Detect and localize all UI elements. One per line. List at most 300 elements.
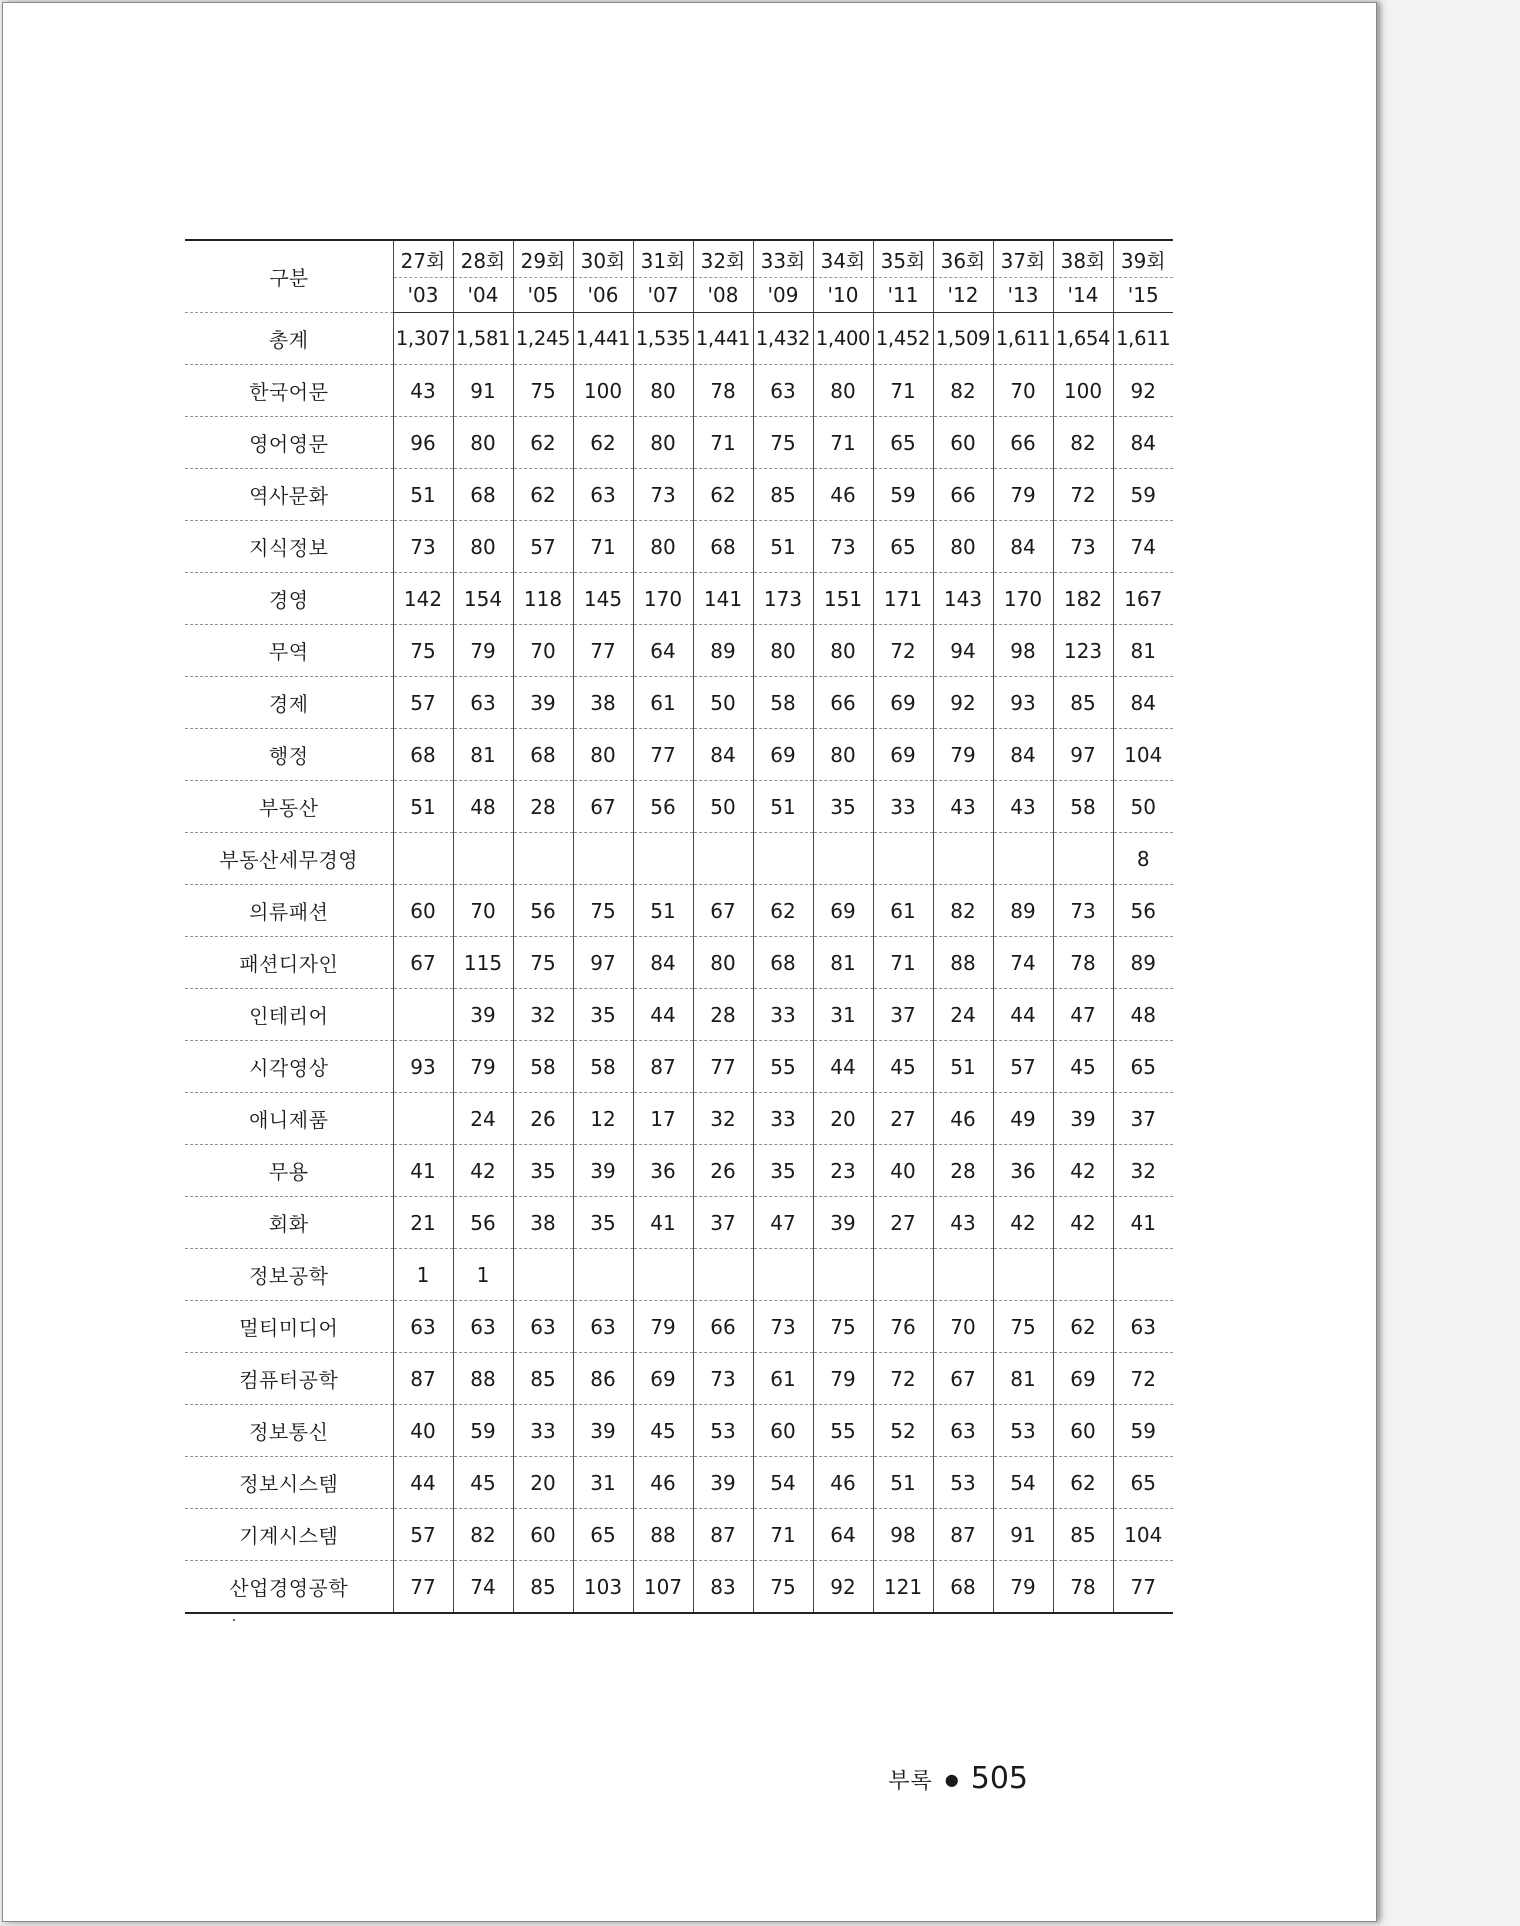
table-row [185, 1093, 1173, 1145]
table-cell: 92 [933, 677, 993, 729]
table-cell: 115 [453, 937, 513, 989]
table-cell [1113, 1249, 1173, 1301]
row-label: 인테리어 [185, 989, 393, 1041]
table-cell: 51 [633, 885, 693, 937]
table-cell: 69 [873, 677, 933, 729]
table-cell: 39 [573, 1145, 633, 1197]
table-cell: 87 [933, 1509, 993, 1561]
table-cell: 39 [693, 1457, 753, 1509]
table-cell: 65 [873, 417, 933, 469]
table-cell [753, 833, 813, 885]
table-cell: 74 [1113, 521, 1173, 573]
table-cell: 170 [993, 573, 1053, 625]
statistics-table [185, 239, 1173, 1614]
session-header: 36회 [933, 240, 993, 278]
table-cell: 80 [453, 417, 513, 469]
session-header: 30회 [573, 240, 633, 278]
table-cell: 35 [513, 1145, 573, 1197]
table-cell: 44 [393, 1457, 453, 1509]
row-label: 경제 [185, 677, 393, 729]
table-cell: 1,441 [693, 313, 753, 365]
table-cell: 59 [1113, 469, 1173, 521]
table-cell: 35 [753, 1145, 813, 1197]
table-cell: 56 [633, 781, 693, 833]
table-cell [933, 1249, 993, 1301]
table-cell: 51 [393, 781, 453, 833]
table-cell: 62 [513, 469, 573, 521]
session-header: 31회 [633, 240, 693, 278]
row-label: 행정 [185, 729, 393, 781]
table-cell [393, 989, 453, 1041]
table-cell: 45 [633, 1405, 693, 1457]
table-cell [873, 833, 933, 885]
table-cell: 12 [573, 1093, 633, 1145]
table-cell: 82 [453, 1509, 513, 1561]
row-label: 영어영문 [185, 417, 393, 469]
row-label: 시각영상 [185, 1041, 393, 1093]
table-cell: 60 [513, 1509, 573, 1561]
table-cell: 85 [1053, 677, 1113, 729]
table-cell: 84 [993, 729, 1053, 781]
table-cell [1053, 1249, 1113, 1301]
table-cell [813, 833, 873, 885]
table-cell: 63 [393, 1301, 453, 1353]
table-cell: 63 [933, 1405, 993, 1457]
table-cell: 50 [693, 781, 753, 833]
table-cell: 83 [693, 1561, 753, 1614]
table-cell: 43 [933, 781, 993, 833]
table-cell: 80 [633, 417, 693, 469]
table-cell: 50 [1113, 781, 1173, 833]
table-cell: 42 [993, 1197, 1053, 1249]
table-cell: 97 [573, 937, 633, 989]
table-cell: 79 [453, 625, 513, 677]
table-cell: 20 [513, 1457, 573, 1509]
table-cell: 98 [993, 625, 1053, 677]
table-cell: 8 [1113, 833, 1173, 885]
year-header: '14 [1053, 278, 1113, 313]
table-cell: 81 [453, 729, 513, 781]
row-label: 부동산세무경영 [185, 833, 393, 885]
table-cell: 74 [453, 1561, 513, 1614]
table-cell: 80 [633, 365, 693, 417]
table-cell: 84 [693, 729, 753, 781]
year-header: '06 [573, 278, 633, 313]
table-cell: 27 [873, 1093, 933, 1145]
table-cell: 1,509 [933, 313, 993, 365]
table-cell: 63 [573, 469, 633, 521]
table-row [185, 1197, 1173, 1249]
row-label: 컴퓨터공학 [185, 1353, 393, 1405]
table-cell: 40 [393, 1405, 453, 1457]
table-cell: 78 [1053, 937, 1113, 989]
page-footer [888, 1761, 1028, 1801]
table-cell: 63 [513, 1301, 573, 1353]
year-header: '07 [633, 278, 693, 313]
table-cell: 62 [693, 469, 753, 521]
footer-bullet-icon: ● [944, 1770, 959, 1789]
table-cell [993, 1249, 1053, 1301]
table-cell: 75 [573, 885, 633, 937]
table-cell: 142 [393, 573, 453, 625]
row-label: 무역 [185, 625, 393, 677]
table-cell: 48 [1113, 989, 1173, 1041]
year-header: '10 [813, 278, 873, 313]
table-cell: 65 [1113, 1041, 1173, 1093]
table-cell: 66 [933, 469, 993, 521]
table-cell: 44 [993, 989, 1053, 1041]
table-row [185, 1041, 1173, 1093]
table-cell: 31 [813, 989, 873, 1041]
table-cell: 28 [933, 1145, 993, 1197]
table-cell: 82 [933, 885, 993, 937]
session-header: 32회 [693, 240, 753, 278]
table-cell: 27 [873, 1197, 933, 1249]
table-cell: 69 [753, 729, 813, 781]
table-cell: 32 [693, 1093, 753, 1145]
table-cell: 88 [633, 1509, 693, 1561]
table-cell: 75 [753, 1561, 813, 1614]
table-cell: 75 [813, 1301, 873, 1353]
table-cell: 46 [813, 469, 873, 521]
table-cell: 41 [393, 1145, 453, 1197]
table-cell: 45 [453, 1457, 513, 1509]
table-cell: 80 [573, 729, 633, 781]
table-cell: 58 [1053, 781, 1113, 833]
table-cell: 64 [813, 1509, 873, 1561]
table-cell: 71 [753, 1509, 813, 1561]
row-label: 총계 [185, 313, 393, 365]
table-cell: 69 [633, 1353, 693, 1405]
table-cell: 58 [753, 677, 813, 729]
row-label: 애니제품 [185, 1093, 393, 1145]
table-cell [393, 1093, 453, 1145]
table-cell: 36 [633, 1145, 693, 1197]
table-cell: 41 [633, 1197, 693, 1249]
table-cell: 24 [933, 989, 993, 1041]
table-cell: 46 [813, 1457, 873, 1509]
table-cell: 43 [933, 1197, 993, 1249]
table-cell: 89 [993, 885, 1053, 937]
table-cell: 80 [933, 521, 993, 573]
table-cell: 38 [573, 677, 633, 729]
table-cell: 65 [1113, 1457, 1173, 1509]
table-cell [873, 1249, 933, 1301]
table-cell: 89 [1113, 937, 1173, 989]
table-cell: 63 [753, 365, 813, 417]
table-cell: 61 [753, 1353, 813, 1405]
table-cell [453, 833, 513, 885]
table-cell: 72 [1113, 1353, 1173, 1405]
table-cell: 170 [633, 573, 693, 625]
document-page [2, 2, 1377, 1922]
table-cell: 85 [513, 1561, 573, 1614]
table-cell: 121 [873, 1561, 933, 1614]
table-cell: 62 [573, 417, 633, 469]
table-cell: 68 [693, 521, 753, 573]
table-cell: 98 [873, 1509, 933, 1561]
table-cell: 20 [813, 1093, 873, 1145]
table-cell: 39 [813, 1197, 873, 1249]
table-cell: 66 [993, 417, 1053, 469]
table-cell: 88 [933, 937, 993, 989]
table-cell: 37 [693, 1197, 753, 1249]
table-cell [513, 833, 573, 885]
table-row [185, 885, 1173, 937]
table-cell: 57 [993, 1041, 1053, 1093]
table-cell: 71 [693, 417, 753, 469]
row-label: 산업경영공학 [229, 1576, 349, 1600]
table-cell: 36 [993, 1145, 1053, 1197]
header-row-sessions [185, 240, 1173, 278]
table-cell: 56 [513, 885, 573, 937]
row-label: 패션디자인 [185, 937, 393, 989]
table-cell: 91 [453, 365, 513, 417]
table-row [185, 989, 1173, 1041]
table-cell: 42 [1053, 1145, 1113, 1197]
table-cell: 28 [513, 781, 573, 833]
table-cell [1053, 833, 1113, 885]
table-cell: 68 [513, 729, 573, 781]
table-cell [693, 833, 753, 885]
table-cell: 80 [633, 521, 693, 573]
table-cell [753, 1249, 813, 1301]
table-cell: 107 [633, 1561, 693, 1614]
table-cell: 100 [1053, 365, 1113, 417]
table-cell: 86 [573, 1353, 633, 1405]
table-cell: 35 [813, 781, 873, 833]
table-cell: 75 [993, 1301, 1053, 1353]
table-cell: 151 [813, 573, 873, 625]
table-cell: 55 [813, 1405, 873, 1457]
table-cell: 70 [453, 885, 513, 937]
table-cell: 60 [1053, 1405, 1113, 1457]
table-cell: 57 [393, 677, 453, 729]
table-cell: 85 [753, 469, 813, 521]
table-row [185, 365, 1173, 417]
table-cell: 145 [573, 573, 633, 625]
table-cell: 1,535 [633, 313, 693, 365]
session-header: 33회 [753, 240, 813, 278]
table-cell: 32 [513, 989, 573, 1041]
table-cell: 89 [693, 625, 753, 677]
table-row [185, 1301, 1173, 1353]
table-row [185, 1457, 1173, 1509]
table-cell: 182 [1053, 573, 1113, 625]
table-cell [573, 1249, 633, 1301]
table-cell: 94 [933, 625, 993, 677]
table-cell: 44 [633, 989, 693, 1041]
table-cell: 75 [513, 937, 573, 989]
table-cell: 75 [753, 417, 813, 469]
table-cell: 71 [873, 365, 933, 417]
table-cell: 65 [573, 1509, 633, 1561]
table-cell [393, 833, 453, 885]
table-cell: 60 [393, 885, 453, 937]
session-header: 38회 [1053, 240, 1113, 278]
table-cell: 57 [513, 521, 573, 573]
table-cell: 79 [933, 729, 993, 781]
table-cell: 1,654 [1053, 313, 1113, 365]
table-cell: 23 [813, 1145, 873, 1197]
session-header: 35회 [873, 240, 933, 278]
table-cell: 84 [993, 521, 1053, 573]
table-cell: 26 [513, 1093, 573, 1145]
table-row [185, 417, 1173, 469]
table-row [185, 937, 1173, 989]
table-cell: 84 [1113, 417, 1173, 469]
table-cell: 63 [1113, 1301, 1173, 1353]
table-cell: 24 [453, 1093, 513, 1145]
row-label: 의류패션 [185, 885, 393, 937]
table-cell [813, 1249, 873, 1301]
table-cell: 77 [1113, 1561, 1173, 1614]
table-cell: 64 [633, 625, 693, 677]
table-cell: 1 [453, 1249, 513, 1301]
year-header: '03 [393, 278, 453, 313]
table-row [185, 1561, 1173, 1614]
table-row [185, 677, 1173, 729]
table-cell: 69 [873, 729, 933, 781]
table-cell: 141 [693, 573, 753, 625]
row-label: 역사문화 [185, 469, 393, 521]
table-cell: 39 [453, 989, 513, 1041]
table-cell: 35 [573, 989, 633, 1041]
table-cell: 84 [1113, 677, 1173, 729]
table-cell: 73 [393, 521, 453, 573]
table-row [185, 833, 1173, 885]
table-cell: 42 [453, 1145, 513, 1197]
row-label: 경영 [185, 573, 393, 625]
page-number: 505 [970, 1761, 1028, 1796]
table-cell: 60 [933, 417, 993, 469]
table-cell: 73 [633, 469, 693, 521]
table-cell: 40 [873, 1145, 933, 1197]
table-cell: 59 [453, 1405, 513, 1457]
table-row [185, 1145, 1173, 1197]
table-cell: 31 [573, 1457, 633, 1509]
table-cell: 48 [453, 781, 513, 833]
row-label: 무용 [185, 1145, 393, 1197]
table-cell: 59 [873, 469, 933, 521]
table-cell: 73 [693, 1353, 753, 1405]
row-label: 부동산 [185, 781, 393, 833]
table-cell: 53 [933, 1457, 993, 1509]
table-cell: 46 [933, 1093, 993, 1145]
table-cell: 37 [1113, 1093, 1173, 1145]
table-cell: 1,432 [753, 313, 813, 365]
table-cell: 21 [393, 1197, 453, 1249]
table-cell: 91 [993, 1509, 1053, 1561]
table-cell: 118 [513, 573, 573, 625]
table-cell: 84 [633, 937, 693, 989]
table-cell: 66 [693, 1301, 753, 1353]
table-cell: 143 [933, 573, 993, 625]
table-cell: 75 [393, 625, 453, 677]
table-cell: 79 [633, 1301, 693, 1353]
table-cell: 93 [993, 677, 1053, 729]
table-cell: 32 [1113, 1145, 1173, 1197]
table-cell: 43 [393, 365, 453, 417]
table-cell: 72 [873, 625, 933, 677]
table-cell: 63 [453, 677, 513, 729]
background-margin [1380, 0, 1520, 1926]
year-header: '05 [513, 278, 573, 313]
table-cell: 79 [993, 469, 1053, 521]
table-cell: 1,245 [513, 313, 573, 365]
table-cell: 96 [393, 417, 453, 469]
table-cell: 33 [753, 989, 813, 1041]
table-cell: 50 [693, 677, 753, 729]
table-cell: 72 [1053, 469, 1113, 521]
table-cell: 154 [453, 573, 513, 625]
table-cell: 171 [873, 573, 933, 625]
table-cell: 1,307 [393, 313, 453, 365]
table-cell: 79 [993, 1561, 1053, 1614]
session-header: 37회 [993, 240, 1053, 278]
table-cell [993, 833, 1053, 885]
table-cell: 81 [1113, 625, 1173, 677]
table-cell: 45 [873, 1041, 933, 1093]
table-cell: 62 [753, 885, 813, 937]
table-cell: 62 [513, 417, 573, 469]
row-label: 지식정보 [185, 521, 393, 573]
table-cell: 73 [813, 521, 873, 573]
table-cell: 39 [513, 677, 573, 729]
table-cell: 51 [933, 1041, 993, 1093]
session-header: 29회 [513, 240, 573, 278]
table-cell: 54 [753, 1457, 813, 1509]
table-cell: 62 [1053, 1457, 1113, 1509]
table-cell: 69 [813, 885, 873, 937]
table-cell: 47 [753, 1197, 813, 1249]
table-cell: 81 [993, 1353, 1053, 1405]
table-cell: 54 [993, 1457, 1053, 1509]
year-header: '15 [1113, 278, 1173, 313]
table-cell: 100 [573, 365, 633, 417]
table-cell: 68 [393, 729, 453, 781]
category-header: 구분 [185, 240, 393, 313]
table-cell: 1,400 [813, 313, 873, 365]
table-cell: 103 [573, 1561, 633, 1614]
table-cell: 33 [873, 781, 933, 833]
table-cell: 68 [453, 469, 513, 521]
table-cell: 56 [453, 1197, 513, 1249]
table-cell: 47 [1053, 989, 1113, 1041]
table-cell: 77 [633, 729, 693, 781]
row-label: 정보공학 [185, 1249, 393, 1301]
row-label: 기계시스템 [185, 1509, 393, 1561]
table-row [185, 1405, 1173, 1457]
table-cell: 67 [573, 781, 633, 833]
table-cell: 70 [513, 625, 573, 677]
table-cell: 68 [753, 937, 813, 989]
table-cell: 43 [993, 781, 1053, 833]
table-cell: 52 [873, 1405, 933, 1457]
table-row [185, 781, 1173, 833]
table-cell [633, 1249, 693, 1301]
table-cell: 76 [873, 1301, 933, 1353]
table-cell: 77 [693, 1041, 753, 1093]
table-cell: 61 [633, 677, 693, 729]
table-row [185, 573, 1173, 625]
table-cell [513, 1249, 573, 1301]
table-cell [633, 833, 693, 885]
table-cell: 82 [933, 365, 993, 417]
row-label: 회화 [185, 1197, 393, 1249]
table-cell: 93 [393, 1041, 453, 1093]
table-cell: 42 [1053, 1197, 1113, 1249]
